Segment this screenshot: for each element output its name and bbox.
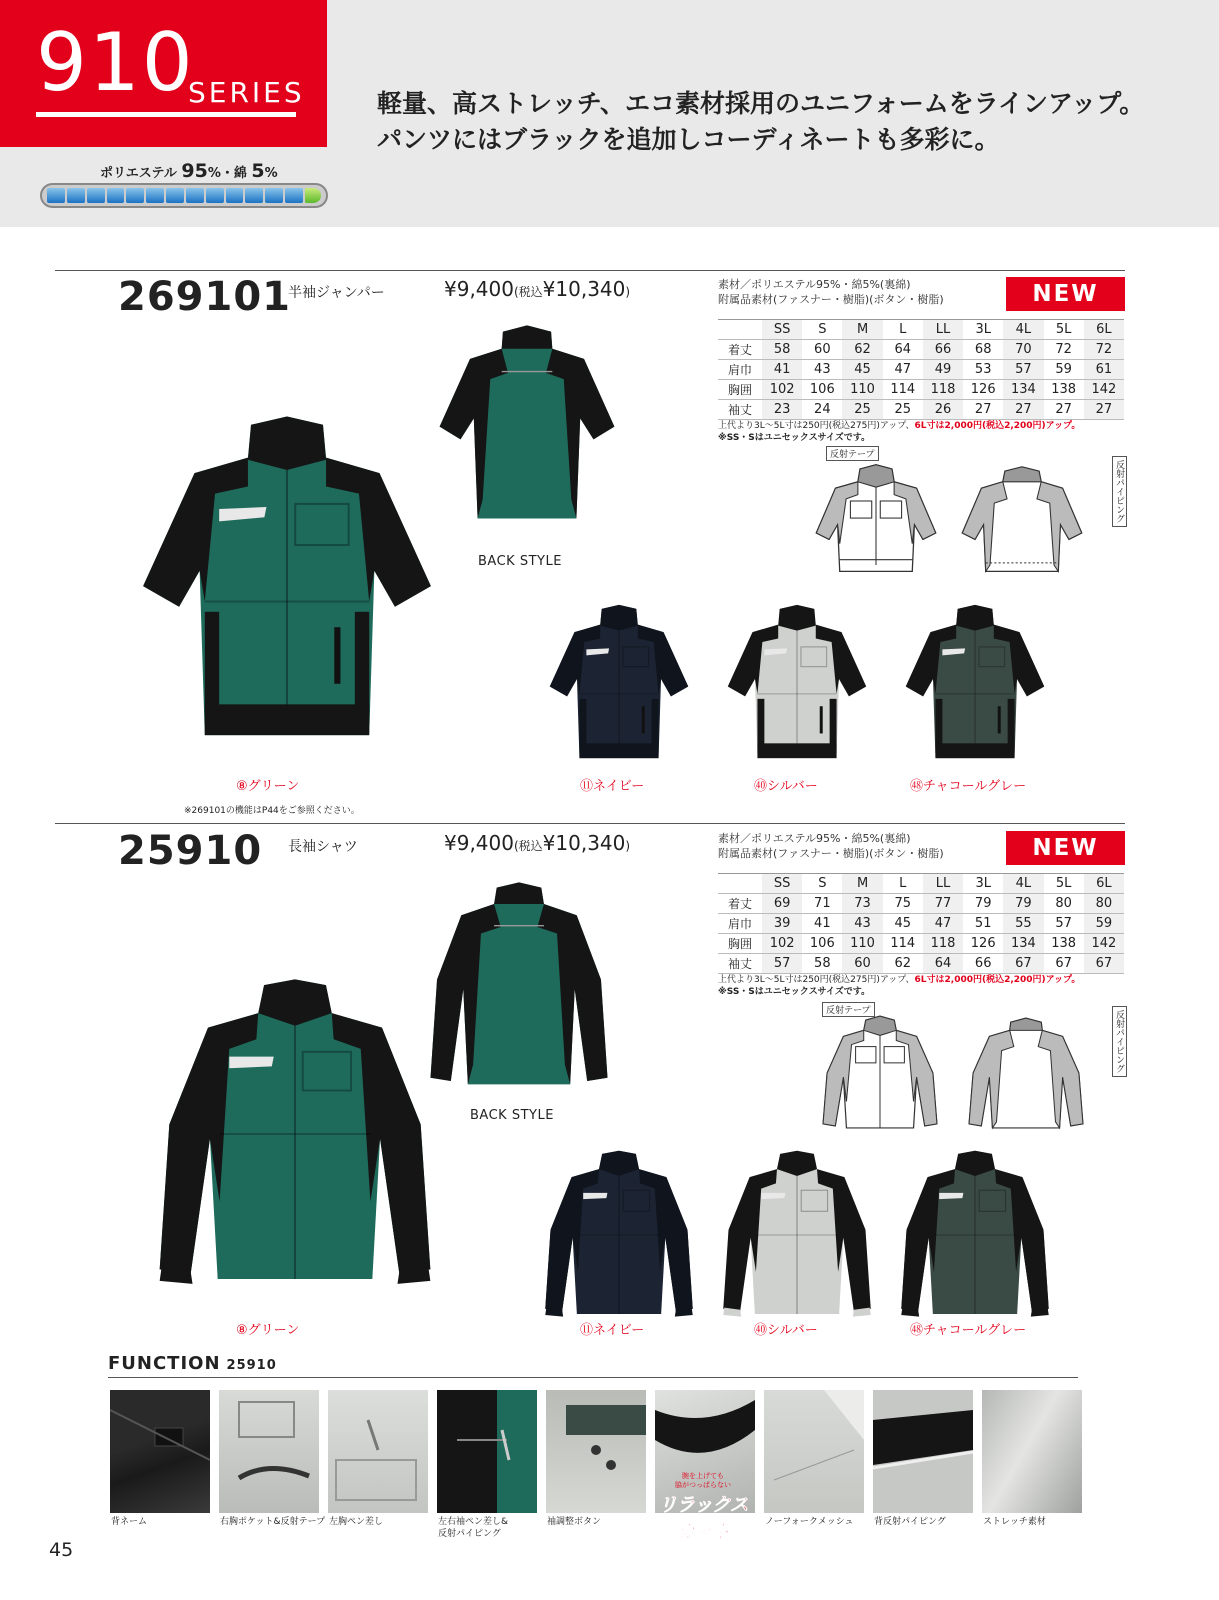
back-style-garment <box>432 306 622 541</box>
size-cell: 102 <box>762 934 802 954</box>
size-cell: 126 <box>963 934 1003 954</box>
note-unisex: ※SS・Sはユニセックスサイズです。 <box>718 433 871 443</box>
size-cell: 59 <box>1084 914 1124 934</box>
product-price <box>444 277 630 301</box>
size-cell: 71 <box>802 894 842 914</box>
material-suffix: % <box>264 166 278 181</box>
color-label-silver: ㊵シルバー <box>754 779 818 794</box>
product-code: 25910 <box>118 828 263 874</box>
function-caption <box>438 1516 508 1540</box>
page-number: 45 <box>49 1539 74 1561</box>
back-style-label: BACK STYLE <box>470 1108 554 1123</box>
series-underline <box>36 112 296 117</box>
table-row <box>718 954 1124 974</box>
table-row <box>718 340 1124 360</box>
function-photo-back-name <box>110 1390 210 1513</box>
variant-garment-charcoal <box>900 595 1050 773</box>
color-label-navy: ⑪ネイビー <box>580 779 645 794</box>
function-caption: 右胸ポケット&反射テープ <box>220 1517 326 1527</box>
size-cell: 43 <box>802 360 842 380</box>
product-name: 半袖ジャンパー <box>288 285 385 301</box>
function-caption: 左胸ペン差し <box>329 1517 384 1527</box>
function-photo-back-piping <box>873 1390 973 1513</box>
size-cell: 26 <box>923 400 963 420</box>
size-cell: 60 <box>802 340 842 360</box>
bar-segment <box>87 188 105 203</box>
size-header: 5L <box>1044 874 1084 894</box>
function-caption: ノーフォークメッシュ <box>765 1517 854 1527</box>
size-cell: 72 <box>1084 340 1124 360</box>
series-number: 910 <box>36 16 195 109</box>
size-cell: 67 <box>1084 954 1124 974</box>
size-cell: 110 <box>842 380 882 400</box>
size-cell: 114 <box>883 934 923 954</box>
color-label-green: ⑧グリーン <box>236 1323 300 1338</box>
size-cell: 126 <box>963 380 1003 400</box>
size-cell: 64 <box>883 340 923 360</box>
size-cell: 41 <box>802 914 842 934</box>
material-mid: %・綿 <box>207 166 247 181</box>
function-caption-line2: 反射パイピング <box>438 1529 501 1539</box>
size-cell: 70 <box>1003 340 1043 360</box>
relax-sub1: 腕を上げても <box>682 1472 724 1480</box>
size-cell: 43 <box>842 914 882 934</box>
function-photo-norfolk-mesh <box>764 1390 864 1513</box>
color-label-silver: ㊵シルバー <box>754 1323 818 1338</box>
variant-garment-navy <box>544 595 694 773</box>
bar-segment <box>107 188 125 203</box>
size-header: M <box>842 320 882 340</box>
size-cell: 57 <box>1044 914 1084 934</box>
table-row <box>718 894 1124 914</box>
size-cell: 106 <box>802 380 842 400</box>
size-cell: 69 <box>762 894 802 914</box>
size-header: M <box>842 874 882 894</box>
size-cell: 68 <box>963 340 1003 360</box>
size-cell: 138 <box>1044 380 1084 400</box>
tech-drawing-back <box>958 458 1086 576</box>
tagline <box>377 86 1144 158</box>
size-cell: 75 <box>883 894 923 914</box>
size-cell: 45 <box>883 914 923 934</box>
reflective-piping-label: 反射パイピング <box>1112 456 1127 527</box>
size-cell: 25 <box>842 400 882 420</box>
size-cell: 64 <box>923 954 963 974</box>
function-photo-stretch <box>982 1390 1082 1513</box>
bar-segment <box>245 188 263 203</box>
color-label-green: ⑧グリーン <box>236 779 300 794</box>
bar-segment <box>146 188 164 203</box>
variant-garment-silver <box>722 595 872 773</box>
size-cell: 53 <box>963 360 1003 380</box>
size-cell: 102 <box>762 380 802 400</box>
size-cell: 77 <box>923 894 963 914</box>
note-unisex: ※SS・Sはユニセックスサイズです。 <box>718 987 871 997</box>
series-word: SERIES <box>188 76 305 109</box>
table-row <box>718 934 1124 954</box>
size-cell: 66 <box>923 340 963 360</box>
bar-segment <box>206 188 224 203</box>
tech-drawing-back <box>962 1010 1090 1132</box>
spec-text <box>718 277 944 307</box>
reflective-tape-label: 反射テープ <box>826 446 879 461</box>
tax-price: ¥10,340 <box>542 277 626 301</box>
reflective-tape-label: 反射テープ <box>822 1002 875 1017</box>
main-garment-green <box>150 960 440 1308</box>
bar-segment <box>47 188 65 203</box>
table-row <box>718 914 1124 934</box>
spec-accessory: 附属品素材(ファスナー・樹脂)(ボタン・樹脂) <box>718 847 944 860</box>
function-code: 25910 <box>226 1358 277 1373</box>
size-cell: 27 <box>963 400 1003 420</box>
section-rule <box>55 270 1125 271</box>
back-style-garment <box>420 868 618 1104</box>
size-cell: 57 <box>762 954 802 974</box>
size-cell: 24 <box>802 400 842 420</box>
size-cell: 55 <box>1003 914 1043 934</box>
bar-segment-cotton <box>305 188 321 203</box>
row-label: 肩巾 <box>718 360 762 380</box>
size-header: SS <box>762 874 802 894</box>
size-cell: 41 <box>762 360 802 380</box>
spec-accessory: 附属品素材(ファスナー・樹脂)(ボタン・樹脂) <box>718 293 944 306</box>
size-cell: 61 <box>1084 360 1124 380</box>
size-header-blank <box>718 320 762 340</box>
size-notes <box>718 420 1080 444</box>
function-photo-cuff-button <box>546 1390 646 1513</box>
size-cell: 27 <box>1003 400 1043 420</box>
relax-cut-badge <box>652 1472 754 1544</box>
variant-garment-navy <box>540 1140 698 1330</box>
function-rule <box>108 1377 1078 1378</box>
size-header: LL <box>923 320 963 340</box>
main-garment-green <box>132 396 442 766</box>
bar-segment <box>265 188 283 203</box>
size-cell: 138 <box>1044 934 1084 954</box>
function-title <box>108 1353 277 1374</box>
section-rule <box>55 823 1125 824</box>
size-cell: 25 <box>883 400 923 420</box>
size-cell: 51 <box>963 914 1003 934</box>
size-cell: 72 <box>1044 340 1084 360</box>
bar-segment <box>126 188 144 203</box>
size-header: LL <box>923 874 963 894</box>
size-cell: 79 <box>963 894 1003 914</box>
size-header: 5L <box>1044 320 1084 340</box>
material-composition <box>100 160 278 182</box>
size-header: 3L <box>963 320 1003 340</box>
bar-segment <box>285 188 303 203</box>
row-label: 袖丈 <box>718 954 762 974</box>
size-cell: 62 <box>883 954 923 974</box>
size-header: S <box>802 320 842 340</box>
size-cell: 79 <box>1003 894 1043 914</box>
size-cell: 142 <box>1084 380 1124 400</box>
size-cell: 114 <box>883 380 923 400</box>
size-header: S <box>802 874 842 894</box>
material-poly-value: 95 <box>181 160 208 182</box>
size-cell: 58 <box>802 954 842 974</box>
function-caption: 背反射パイピング <box>874 1517 946 1527</box>
size-cell: 57 <box>1003 360 1043 380</box>
function-reference-note: ※269101の機能はP44をご参照ください。 <box>184 806 360 816</box>
size-header-blank <box>718 874 762 894</box>
color-label-navy: ⑪ネイビー <box>580 1323 645 1338</box>
note-6l: 6L寸は2,000円(税込2,200円)アップ。 <box>914 975 1081 985</box>
price-value: ¥9,400 <box>444 277 514 301</box>
relax-main: リラックスカット <box>658 1494 748 1543</box>
material-cotton-value: 5 <box>251 160 265 182</box>
tech-drawing-front <box>816 1010 944 1132</box>
size-cell: 49 <box>923 360 963 380</box>
size-header: 4L <box>1003 320 1043 340</box>
size-cell: 62 <box>842 340 882 360</box>
tax-label: (税込 <box>513 839 543 853</box>
function-photo-sleeve-pen <box>437 1390 537 1513</box>
relax-sub2: 脇がつっぱらない <box>675 1481 731 1489</box>
spec-material: 素材／ポリエステル95%・綿5%(裏綿) <box>718 832 911 845</box>
row-label: 胸囲 <box>718 380 762 400</box>
size-cell: 80 <box>1084 894 1124 914</box>
variant-garment-silver <box>718 1140 876 1330</box>
back-style-label: BACK STYLE <box>478 554 562 569</box>
size-cell: 106 <box>802 934 842 954</box>
size-cell: 66 <box>963 954 1003 974</box>
new-badge: NEW <box>1006 831 1125 865</box>
size-header: 6L <box>1084 874 1124 894</box>
row-label: 着丈 <box>718 894 762 914</box>
size-cell: 67 <box>1044 954 1084 974</box>
size-cell: 27 <box>1044 400 1084 420</box>
tax-close: ) <box>625 839 631 853</box>
size-cell: 142 <box>1084 934 1124 954</box>
row-label: 着丈 <box>718 340 762 360</box>
tech-drawing-front <box>812 458 940 576</box>
product-price <box>444 831 630 855</box>
function-photo-pen-slot-left <box>328 1390 428 1513</box>
size-cell: 27 <box>1084 400 1124 420</box>
table-row <box>718 400 1124 420</box>
new-badge: NEW <box>1006 277 1125 311</box>
size-header: 6L <box>1084 320 1124 340</box>
bar-segment <box>186 188 204 203</box>
color-label-charcoal: ㊽チャコールグレー <box>910 1323 1027 1338</box>
function-caption: 背ネーム <box>111 1517 148 1527</box>
size-cell: 134 <box>1003 380 1043 400</box>
spec-text <box>718 831 944 861</box>
size-cell: 110 <box>842 934 882 954</box>
note-6l: 6L寸は2,000円(税込2,200円)アップ。 <box>914 421 1081 431</box>
function-heading: FUNCTION <box>108 1353 221 1374</box>
row-label: 袖丈 <box>718 400 762 420</box>
size-header: L <box>883 320 923 340</box>
tax-label: (税込 <box>513 285 543 299</box>
size-cell: 67 <box>1003 954 1043 974</box>
product-name: 長袖シャツ <box>288 839 358 855</box>
row-label: 肩巾 <box>718 914 762 934</box>
size-cell: 45 <box>842 360 882 380</box>
material-prefix: ポリエステル <box>100 166 177 181</box>
function-caption-line1: 左右袖ペン差し& <box>438 1517 509 1527</box>
variant-garment-charcoal <box>896 1140 1054 1330</box>
size-cell: 39 <box>762 914 802 934</box>
product-code: 269101 <box>118 274 291 320</box>
note-price-up: 上代より3L〜5L寸は250円(税込275円)アップ、 <box>718 421 915 431</box>
size-cell: 73 <box>842 894 882 914</box>
size-notes <box>718 974 1080 998</box>
row-label: 胸囲 <box>718 934 762 954</box>
tax-close: ) <box>625 285 631 299</box>
size-cell: 134 <box>1003 934 1043 954</box>
function-caption: ストレッチ素材 <box>983 1517 1046 1527</box>
size-cell: 58 <box>762 340 802 360</box>
size-cell: 118 <box>923 380 963 400</box>
note-price-up: 上代より3L〜5L寸は250円(税込275円)アップ、 <box>718 975 915 985</box>
size-header: 4L <box>1003 874 1043 894</box>
size-header: SS <box>762 320 802 340</box>
function-photo-chest-pocket <box>219 1390 319 1513</box>
size-cell: 23 <box>762 400 802 420</box>
price-value: ¥9,400 <box>444 831 514 855</box>
tagline-line1: 軽量、高ストレッチ、エコ素材採用のユニフォームをラインアップ。 <box>377 89 1145 118</box>
size-cell: 118 <box>923 934 963 954</box>
spec-material: 素材／ポリエステル95%・綿5%(裏綿) <box>718 278 911 291</box>
bar-segment <box>166 188 184 203</box>
color-label-charcoal: ㊽チャコールグレー <box>910 779 1027 794</box>
size-header: L <box>883 874 923 894</box>
table-row <box>718 380 1124 400</box>
size-cell: 80 <box>1044 894 1084 914</box>
size-table <box>718 873 1124 974</box>
reflective-piping-label: 反射パイピング <box>1112 1006 1127 1077</box>
tagline-line2: パンツにはブラックを追加しコーディネートも多彩に。 <box>377 125 1000 154</box>
function-caption: 袖調整ボタン <box>547 1517 602 1527</box>
size-cell: 59 <box>1044 360 1084 380</box>
series-badge <box>0 0 327 147</box>
size-cell: 47 <box>923 914 963 934</box>
bar-segment <box>226 188 244 203</box>
material-ratio-bar <box>40 183 328 208</box>
size-header: 3L <box>963 874 1003 894</box>
size-cell: 47 <box>883 360 923 380</box>
size-cell: 60 <box>842 954 882 974</box>
size-table <box>718 319 1124 420</box>
bar-segment <box>67 188 85 203</box>
table-row <box>718 360 1124 380</box>
tax-price: ¥10,340 <box>542 831 626 855</box>
